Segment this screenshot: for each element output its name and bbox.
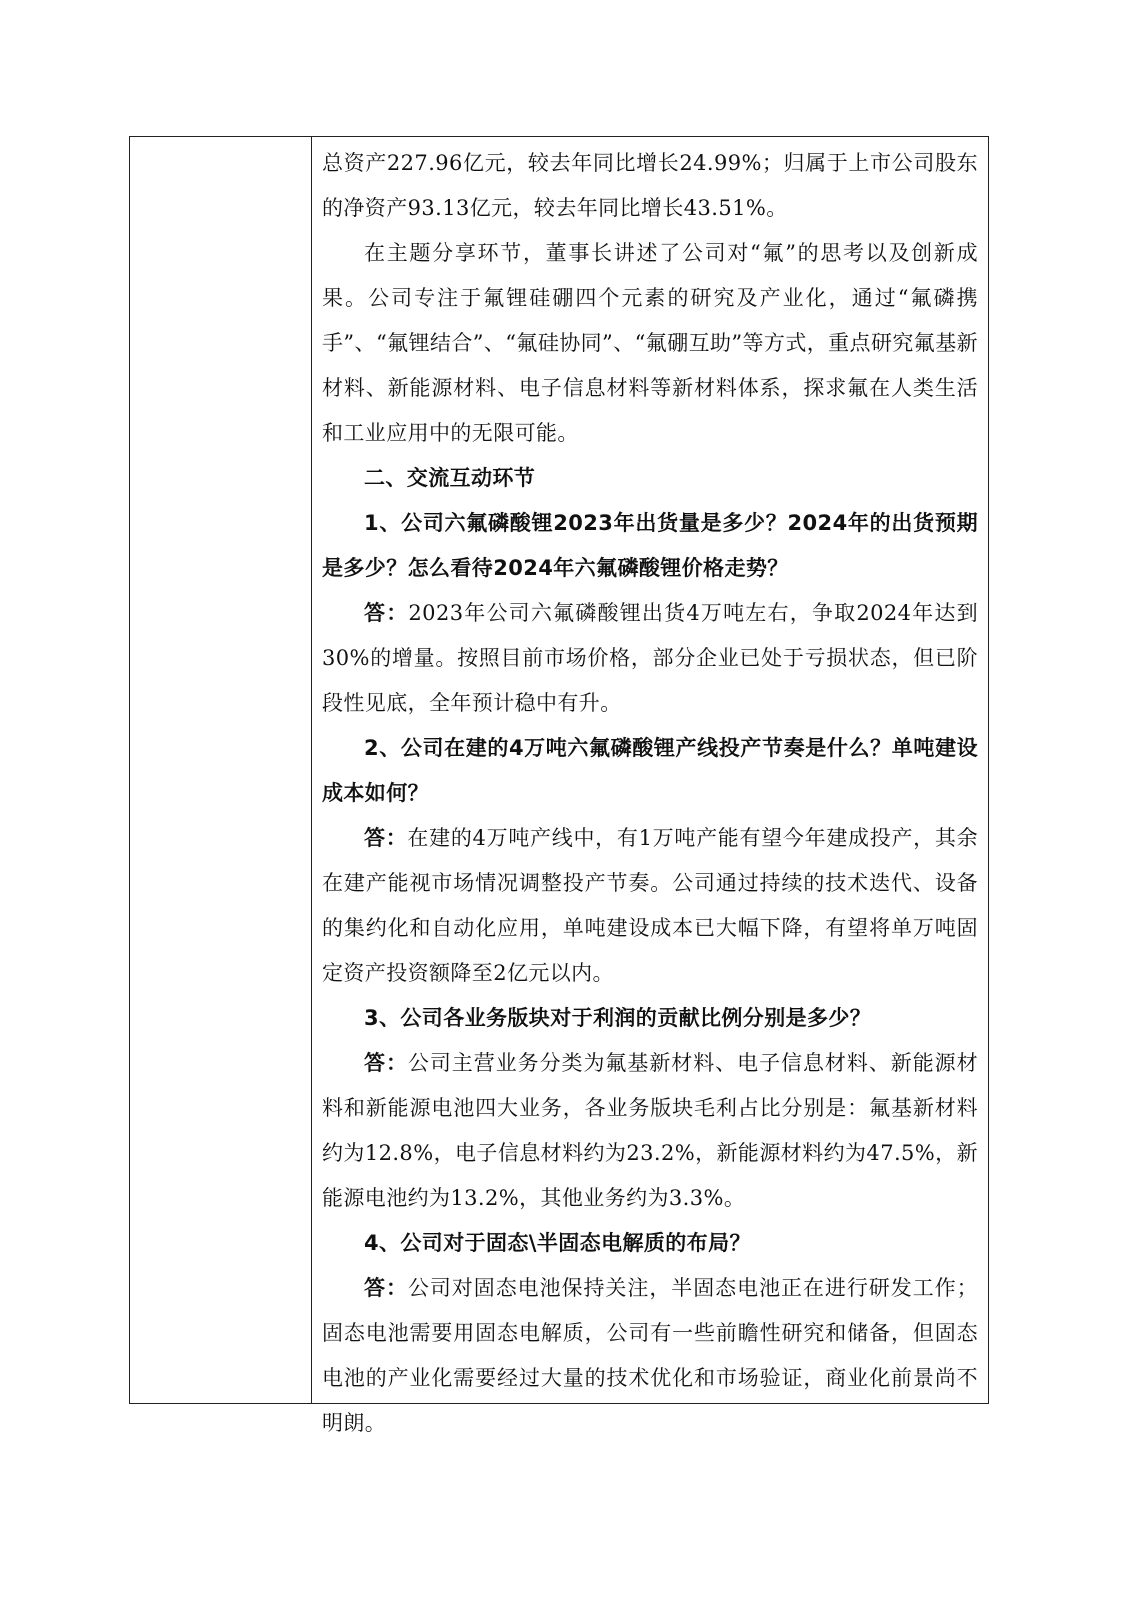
- table-content-cell: [312, 137, 988, 1435]
- answer-text: 在建的4万吨产线中，有1万吨产能有望今年建成投产，其余在建产能视市场情况调整投产节奏。公司通过持续的技术迭代、设备的集约化和自动化应用，单吨建设成本已大幅下降，有望将单万吨固定资产投资额降至2亿元以内。: [322, 826, 978, 985]
- document-table: [129, 136, 989, 1435]
- answer-text: 2023年公司六氟磷酸锂出货4万吨左右，争取2024年达到30%的增量。按照目前市场价格，部分企业已处于亏损状态，但已阶段性见底，全年预计稳中有升。: [322, 601, 978, 715]
- answer-text: 公司对固态电池保持关注，半固态电池正在进行研发工作；固态电池需要用固态电解质，公司有一些前瞻性研究和储备，但固态电池的产业化需要经过大量的技术优化和市场验证，商业化前景尚不明朗。: [322, 1276, 978, 1435]
- answer-label: 答：: [364, 601, 409, 625]
- answer-label: 答：: [364, 1276, 408, 1300]
- answer-3: [322, 1041, 978, 1221]
- assets-paragraph: 总资产227.96亿元，较去年同比增长24.99%；归属于上市公司股东的净资产93.13亿元，较去年同比增长43.51%。: [322, 151, 978, 220]
- theme-sharing-paragraph: 在主题分享环节，董事长讲述了公司对“氟”的思考以及创新成果。公司专注于氟锂硅硼四个元素的研究及产业化，通过“氟磷携手”、“氟锂结合”、“氟硅协同”、“氟硼互助”等方式，重点研究氟基新材料、新能源材料、电子信息材料等新材料体系，探求氟在人类生活和工业应用中的无限可能。: [322, 241, 978, 445]
- answer-label: 答：: [364, 1051, 408, 1075]
- answer-1: [322, 591, 978, 726]
- answer-text: 公司主营业务分类为氟基新材料、电子信息材料、新能源材料和新能源电池四大业务，各业务版块毛利占比分别是：氟基新材料约为12.8%，电子信息材料约为23.2%，新能源材料约为47.5%，新能源电池约为13.2%，其他业务约为3.3%。: [322, 1051, 978, 1210]
- section-heading: 二、交流互动环节: [364, 466, 536, 490]
- question-3: 3、公司各业务版块对于利润的贡献比例分别是多少？: [364, 1006, 872, 1030]
- question-1: 1、公司六氟磷酸锂2023年出货量是多少？2024年的出货预期是多少？怎么看待2024年六氟磷酸锂价格走势？: [322, 511, 978, 580]
- answer-label: 答：: [364, 826, 408, 850]
- answer-2: [322, 816, 978, 996]
- question-2: 2、公司在建的4万吨六氟磷酸锂产线投产节奏是什么？单吨建设成本如何？: [322, 736, 978, 805]
- answer-4: [322, 1266, 978, 1446]
- question-4: 4、公司对于固态\半固态电解质的布局？: [364, 1231, 751, 1255]
- table-label-cell: [130, 137, 312, 1403]
